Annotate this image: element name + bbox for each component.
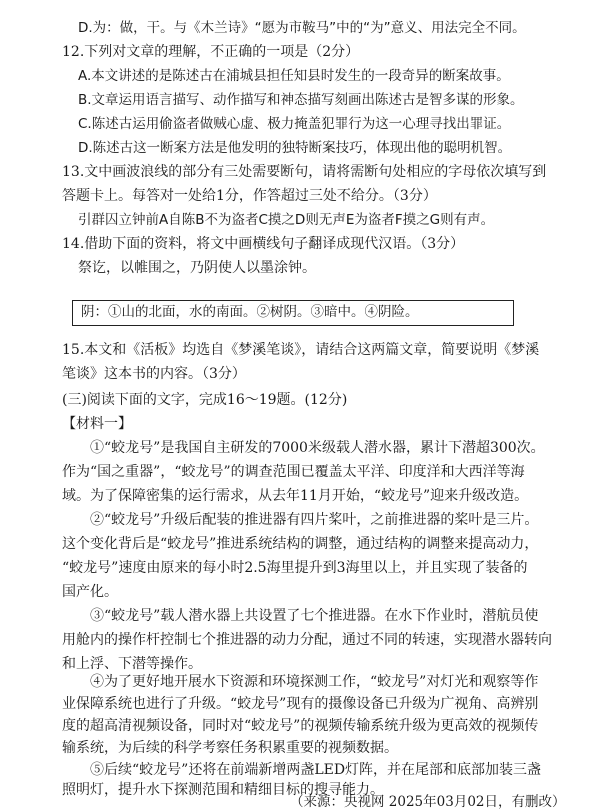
para4-line-4: 输系统，为后续的科学考察任务积累重要的视频数据。 — [62, 740, 398, 756]
para1-line-3: 域。为了保障密集的运行需求，从去年11月开始，“蛟龙号”迎来升级改造。 — [62, 488, 529, 504]
section3-heading: (三)阅读下面的文字，完成16～19题。(12分) — [62, 392, 348, 408]
source-citation: （来源：央视网 2025年03月02日，有删改） — [290, 794, 566, 810]
para3-line-3: 和上浮、下潜等操作。 — [62, 656, 202, 672]
para2-line-3: “蛟龙号”速度由原来的每小时2.5海里提升到3海里以上，并且实现了装备的 — [62, 560, 528, 576]
q14-reference-box — [72, 300, 514, 326]
para3-line-1: ③“蛟龙号”载人潜水器上共设置了七个推进器。在水下作业时，潜航员使 — [90, 608, 539, 624]
para1-line-1: ①“蛟龙号”是我国自主研发的7000米级载人潜水器，累计下潜超300次。 — [90, 440, 545, 456]
para2-line-1: ②“蛟龙号”升级后配装的推进器有四片桨叶，之前推进器的桨叶是三片。 — [90, 512, 539, 528]
q13-sentence: 引群囚立钟前A自陈B不为盗者C摸之D则无声E为盗者F摸之G则有声。 — [78, 212, 495, 228]
para1-line-2: 作为“国之重器”，“蛟龙号”的调查范围已覆盖太平洋、印度洋和大西洋等海 — [62, 464, 525, 480]
q13-line-1: 13.文中画波浪线的部分有三处需要断句，请将需断句处相应的字母依次填写到 — [62, 164, 547, 180]
q14-stem: 14.借助下面的资料，将文中画横线句子翻译成现代汉语。（3分） — [62, 236, 465, 252]
q11-option-d: D.为：做，干。与《木兰诗》“愿为市鞍马”中的“为”意义、用法完全不同。 — [78, 20, 526, 36]
q14-reference-text: 阴：①山的北面，水的南面。②树阴。③暗中。④阴险。 — [81, 304, 419, 320]
q12-option-a: A.本文讲述的是陈述古在浦城县担任知县时发生的一段奇异的断案故事。 — [78, 68, 510, 84]
para2-line-2: 这个变化背后是“蛟龙号”推进系统结构的调整，通过结构的调整来提高动力， — [62, 536, 539, 552]
q12-option-b: B.文章运用语言描写、动作描写和神态描写刻画出陈述古是智多谋的形象。 — [78, 92, 524, 108]
q12-option-c: C.陈述古运用偷盗者做贼心虚、极力掩盖犯罪行为这一心理寻找出罪证。 — [78, 116, 511, 132]
material-1-label: 【材料一】 — [62, 416, 132, 432]
q15-line-2: 笔谈》这本书的内容。（3分） — [62, 366, 246, 382]
para4-line-2: 业保障系统也进行了升级。“蛟龙号”现有的摄像设备已升级为广视角、高辨别 — [62, 696, 539, 712]
q14-sentence: 祭讫，以帷围之，乃阴使人以墨涂钟。 — [78, 260, 316, 276]
para3-line-2: 用舱内的操作杆控制七个推进器的动力分配，通过不同的转速，实现潜水器转向 — [62, 632, 552, 648]
q13-line-2: 答题卡上。每答对一处给1分，作答超过三处不给分。（3分） — [62, 188, 437, 204]
q12-option-d: D.陈述古这一断案方法是他发明的独特断案技巧，体现出他的聪明机智。 — [78, 140, 512, 156]
para5-line-2: 照明灯，提升水下探测范围和精细目标的搜寻能力。 — [62, 782, 384, 798]
para4-line-3: 度的超高清视频设备，同时对“蛟龙号”的视频传输系统升级为更高效的视频传 — [62, 718, 539, 734]
para5-line-1: ⑤后续“蛟龙号”还将在前端新增两盏LED灯阵，并在尾部和底部加装三盏 — [90, 762, 542, 778]
q15-line-1: 15.本文和《活板》均选自《梦溪笔谈》，请结合这两篇文章，简要说明《梦溪 — [62, 342, 540, 358]
q12-stem: 12.下列对文章的理解，不正确的一项是（2分） — [62, 44, 360, 60]
para4-line-1: ④为了更好地开展水下资源和环境探测工作，“蛟龙号”对灯光和观察等作 — [90, 674, 539, 690]
para2-line-4: 国产化。 — [62, 584, 118, 600]
